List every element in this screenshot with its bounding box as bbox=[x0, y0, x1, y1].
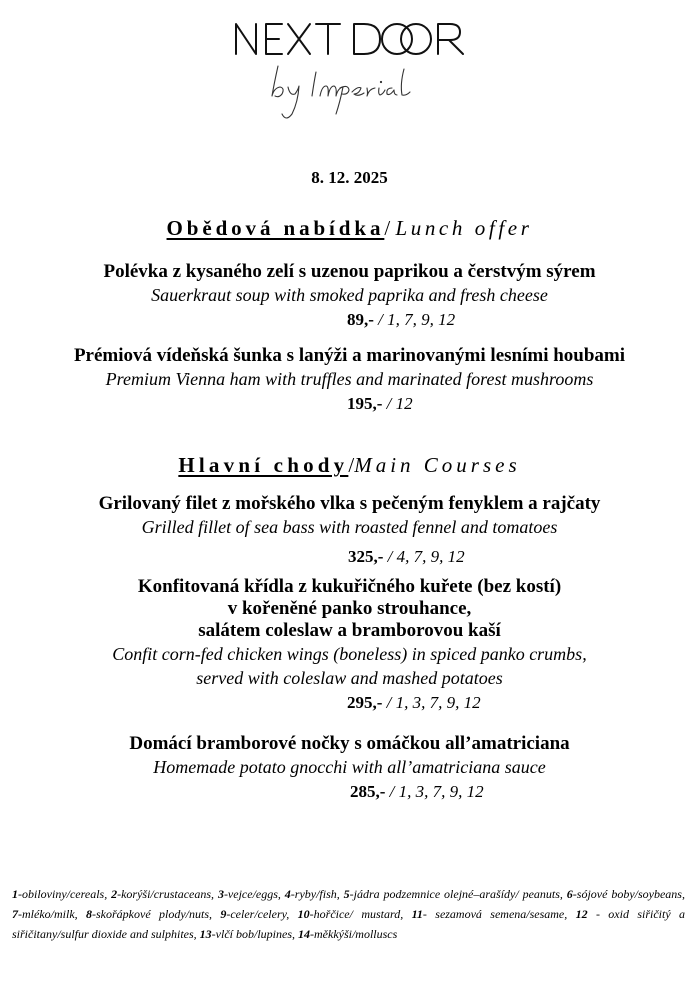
dish-allergens: / 1, 3, 7, 9, 12 bbox=[389, 782, 484, 801]
allergen-item-6: 6-sójové boby/soybeans, bbox=[566, 887, 685, 901]
dish-price: 295,- bbox=[347, 693, 383, 712]
dish-price: 89,- bbox=[347, 310, 374, 329]
section-title-cz: Hlavní chody bbox=[178, 453, 349, 477]
dish-vienna-ham bbox=[0, 345, 699, 416]
allergen-item-8: 8-skořápkové plody/nuts, bbox=[86, 907, 221, 921]
allergen-item-12: 12 - oxid siřičitý a siřičitany/sulfur dioxide and sulphites, bbox=[12, 907, 685, 941]
section-title-lunch-offer bbox=[0, 216, 699, 241]
dish-sea-bass bbox=[0, 493, 699, 569]
dish-price: 195,- bbox=[347, 394, 383, 413]
dish-sauerkraut-soup bbox=[0, 261, 699, 332]
dish-price: 325,- bbox=[348, 547, 384, 566]
dish-chicken-wings bbox=[0, 576, 699, 715]
allergen-item-13: 13-vlčí bob/lupines, bbox=[199, 927, 298, 941]
allergen-item-11: 11- sezamová semena/sesame, bbox=[411, 907, 576, 921]
next-door-logo bbox=[230, 14, 470, 129]
dish-allergens: / 1, 3, 7, 9, 12 bbox=[386, 693, 481, 712]
dish-price: 285,- bbox=[350, 782, 386, 801]
allergen-item-2: 2-korýši/crustaceans, bbox=[111, 887, 218, 901]
dish-name-cz: Polévka z kysaného zelí s uzenou paprikou a čerstvým sýrem bbox=[103, 261, 596, 282]
section-title-separator: / bbox=[384, 216, 391, 240]
allergen-item-1: 1-obiloviny/cereals, bbox=[12, 887, 112, 901]
dish-allergens: / 1, 7, 9, 12 bbox=[378, 310, 456, 329]
dish-potato-gnocchi bbox=[0, 733, 699, 804]
allergen-legend bbox=[12, 884, 685, 944]
allergen-item-7: 7-mléko/milk, bbox=[12, 907, 86, 921]
dish-name-cz: Domácí bramborové nočky s omáčkou all’amatriciana bbox=[129, 733, 570, 754]
section-title-main-courses bbox=[0, 453, 699, 478]
dish-name-en: Grilled fillet of sea bass with roasted fennel and tomatoes bbox=[141, 517, 558, 537]
dish-name-cz-line-1: Konfitovaná křídla z kukuřičného kuřete (bez kostí) bbox=[137, 576, 562, 597]
allergen-item-3: 3-vejce/eggs, bbox=[217, 887, 285, 901]
section-title-en: Lunch offer bbox=[395, 216, 533, 240]
logo-name: NEXT DOOR bbox=[229, 14, 236, 15]
dish-allergens: / 4, 7, 9, 12 bbox=[387, 547, 465, 566]
allergen-item-14: 14-měkkýši/molluscs bbox=[298, 927, 398, 941]
section-title-cz: Obědová nabídka bbox=[166, 216, 385, 240]
dish-name-en: Homemade potato gnocchi with all’amatriciana sauce bbox=[153, 757, 546, 777]
dish-price-line bbox=[348, 545, 699, 569]
dish-price-line bbox=[350, 780, 699, 804]
dish-name-cz: Prémiová vídeňská šunka s lanýži a marinovanými lesními houbami bbox=[73, 345, 626, 366]
section-title-en: Main Courses bbox=[354, 453, 521, 477]
dish-name-en-line-2: served with coleslaw and mashed potatoes bbox=[196, 668, 503, 688]
logo bbox=[0, 14, 699, 129]
dish-name-en-line-1: Confit corn-fed chicken wings (boneless) in spiced panko crumbs, bbox=[112, 644, 587, 664]
menu-date: 8. 12. 2025 bbox=[311, 168, 388, 187]
allergen-item-9: 9-celer/celery, bbox=[220, 907, 298, 921]
dish-name-cz-line-3: salátem coleslaw a bramborovou kaší bbox=[198, 620, 501, 641]
dish-allergens: / 12 bbox=[386, 394, 413, 413]
dish-price-line bbox=[347, 308, 699, 332]
allergen-item-4: 4-ryby/fish, bbox=[284, 887, 344, 901]
dish-price-line bbox=[347, 691, 699, 715]
allergen-item-5: 5-jádra podzemnice olejné–arašídy/ peanuts, bbox=[343, 887, 567, 901]
dish-name-en: Premium Vienna ham with truffles and marinated forest mushrooms bbox=[105, 369, 594, 389]
dish-price-line bbox=[347, 392, 699, 416]
dish-name-en: Sauerkraut soup with smoked paprika and fresh cheese bbox=[151, 285, 548, 305]
dish-name-cz-line-2: v kořeněné panko strouhance, bbox=[227, 598, 472, 619]
allergen-item-10: 10-hořčice/ mustard, bbox=[297, 907, 412, 921]
section-title-separator: / bbox=[348, 453, 355, 477]
dish-name-cz: Grilovaný filet z mořského vlka s pečeným fenyklem a rajčaty bbox=[98, 493, 601, 514]
